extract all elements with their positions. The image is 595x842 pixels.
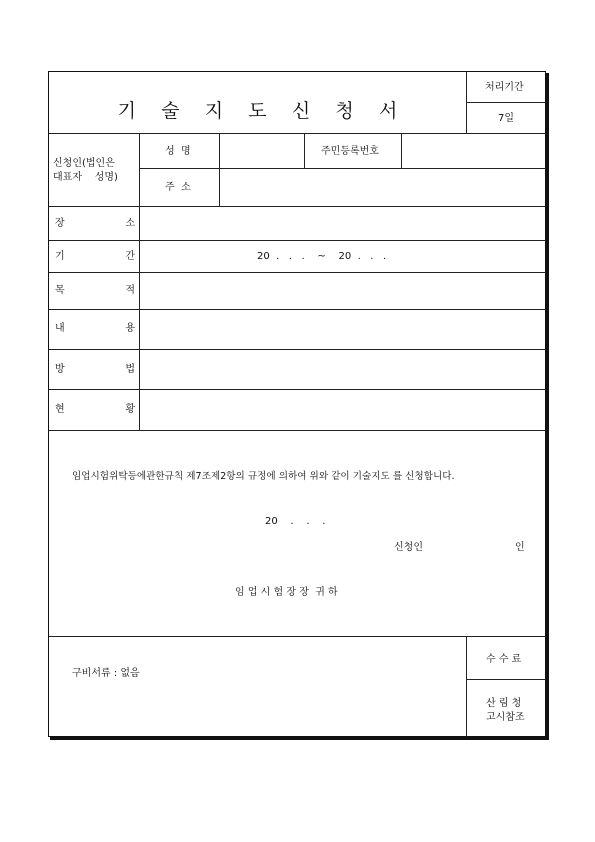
- processing-period-value: 7일: [498, 113, 515, 124]
- content-field[interactable]: [140, 310, 545, 348]
- method-label: 방 법: [55, 364, 135, 375]
- fee-reference: 고시참조: [486, 712, 525, 723]
- purpose-field[interactable]: [140, 273, 545, 308]
- title-char: 도: [248, 100, 267, 122]
- resident-number-field[interactable]: [402, 134, 545, 167]
- title-char: 신: [291, 100, 311, 122]
- application-form: [48, 71, 546, 737]
- address-label: 주 소: [165, 182, 191, 193]
- content-label: 내 용: [55, 323, 135, 334]
- applicant-sign-label: 신청인: [394, 542, 423, 553]
- processing-period-label: 처리기간: [485, 82, 524, 93]
- divider: [466, 679, 546, 680]
- title-char: 술: [161, 100, 180, 122]
- divider: [49, 636, 546, 637]
- status-field[interactable]: [140, 390, 545, 429]
- status-label: 현 황: [55, 404, 135, 415]
- title-char: 서: [378, 100, 398, 122]
- place-field[interactable]: [140, 207, 545, 239]
- method-field[interactable]: [140, 350, 545, 388]
- fee-label: 수 수 료: [486, 654, 522, 665]
- divider: [49, 430, 546, 431]
- application-statement: 임업시험위탁등에관한규칙 제7조제2항의 규정에 의하여 위와 같이 기술지도 를 신청합니다.: [72, 471, 455, 482]
- divider: [49, 240, 546, 241]
- form-title: [49, 96, 466, 120]
- form-shadow: [50, 737, 549, 740]
- name-label: 성 명: [165, 146, 191, 157]
- applicant-label: 신청인(법인은: [53, 158, 115, 169]
- place-label: 장 소: [55, 218, 135, 229]
- name-field[interactable]: [220, 134, 303, 167]
- title-char: 지: [204, 100, 224, 122]
- title-char: 기: [117, 100, 136, 122]
- divider: [466, 636, 467, 737]
- divider: [466, 102, 546, 103]
- resident-number-label: 주민등록번호: [321, 146, 379, 157]
- fee-reference: 산 림 청: [486, 698, 522, 709]
- divider: [304, 133, 305, 168]
- addressee: 임 업 시 험 장 장 귀 하: [235, 587, 338, 598]
- period-value[interactable]: 20 . . . ~ 20 . . .: [257, 251, 387, 262]
- seal-mark: 인: [515, 542, 525, 553]
- purpose-label: 목 적: [55, 285, 135, 296]
- address-field[interactable]: [220, 169, 545, 205]
- period-label: 기 간: [55, 251, 135, 262]
- title-char: 청: [335, 100, 354, 122]
- form-shadow: [546, 73, 549, 739]
- applicant-label: 대표자 성명): [53, 172, 118, 183]
- required-documents: 구비서류 : 없음: [72, 668, 140, 679]
- date-line[interactable]: 20 . . .: [265, 516, 326, 527]
